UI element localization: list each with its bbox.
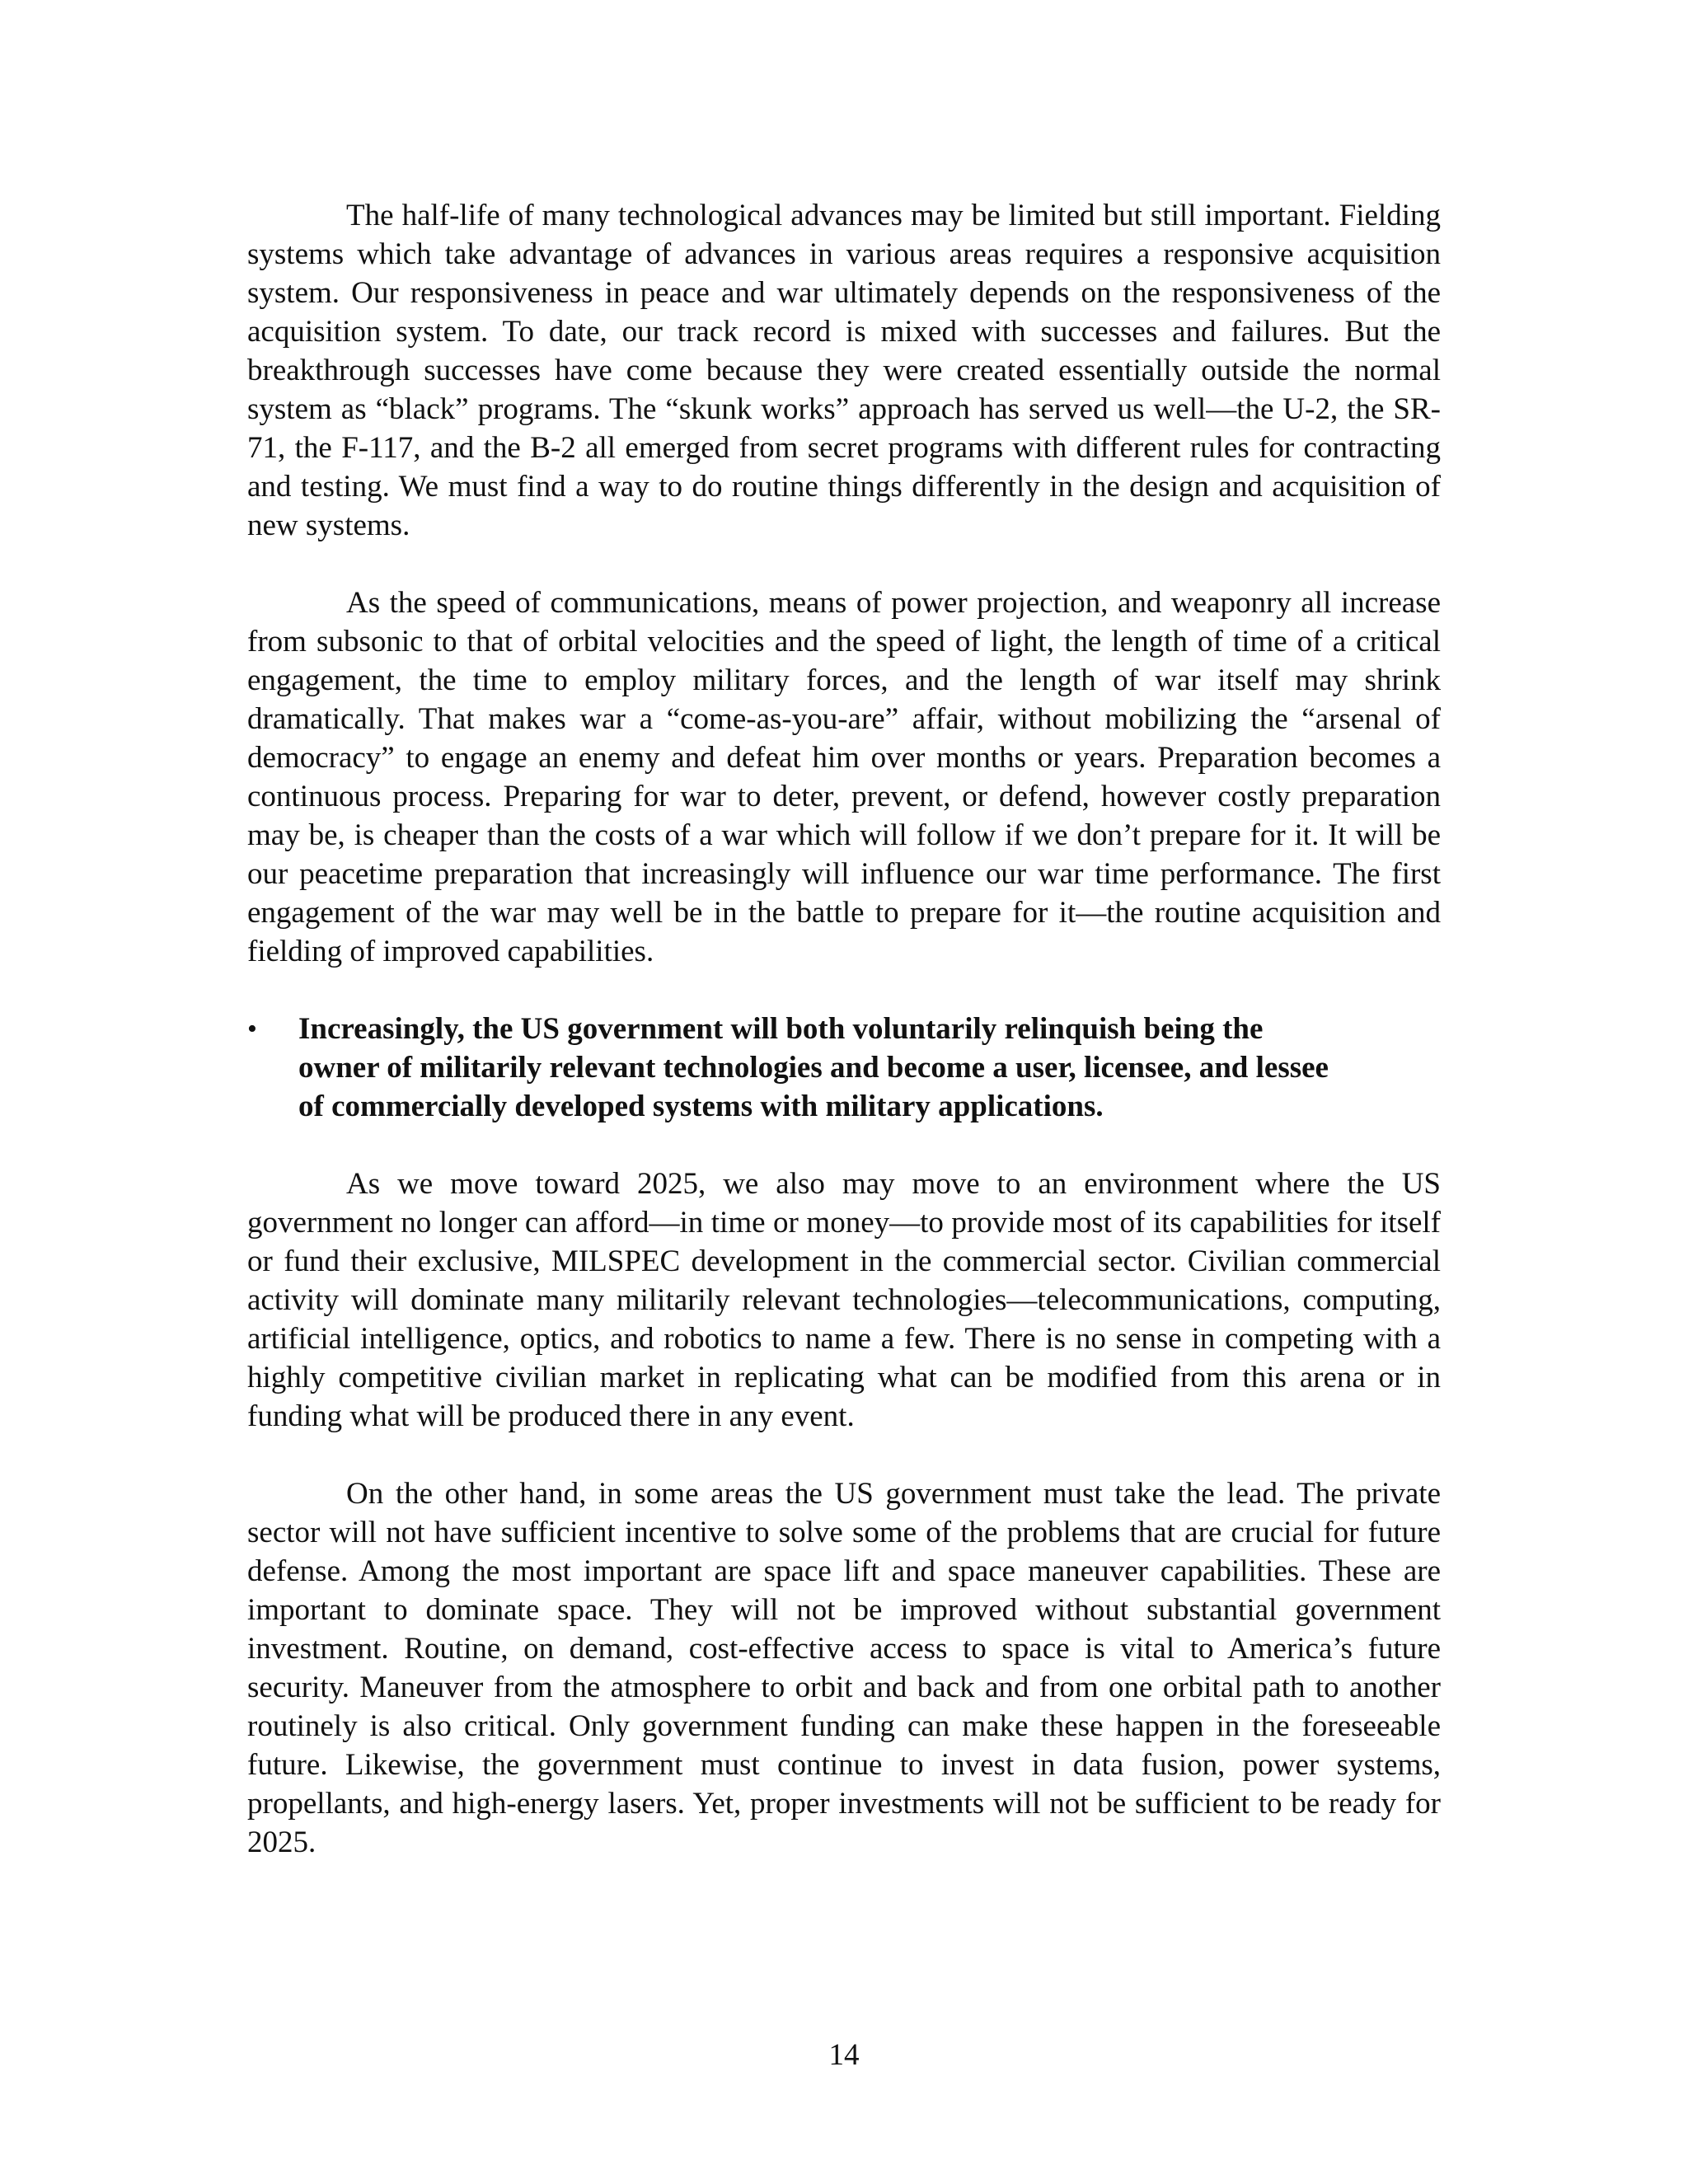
- bullet-point: [247, 1010, 1441, 1126]
- paragraph-commercial-technology: As we move toward 2025, we also may move to an environment where the US government no longer can afford—in time or money—to provide most of its capabilities for itself or fund their exclusive, MILSPEC development in the commercial sector. Civilian commercial activity will dominate many militarily relevant technologies—telecommunications, computing, artificial intelligence, optics, and robotics to name a few. There is no sense in competing with a highly competitive civilian market in replicating what can be modified from this arena or in funding what will be produced there in any event.: [247, 1167, 1441, 1433]
- bullet-text: Increasingly, the US government will both voluntarily relinquish being the owner of militarily relevant technologies and become a user, licensee, and lessee of commercially developed systems with military applications.: [298, 1012, 1329, 1123]
- paragraph-government-lead: On the other hand, in some areas the US government must take the lead. The private sector will not have sufficient incentive to solve some of the problems that are crucial for future defense. Among the most important are space lift and space maneuver capabilities. These are important to dominate space. They will not be improved without substantial government investment. Routine, on demand, cost-effective access to space is vital to America’s future security. Maneuver from the atmosphere to orbit and back and from one orbital path to another routinely is also critical. Only government funding can make these happen in the foreseeable future. Likewise, the government must continue to invest in data fusion, power systems, propellants, and high-energy lasers. Yet, proper investments will not be sufficient to be ready for 2025.: [247, 1477, 1441, 1859]
- page-content: [247, 196, 1441, 1900]
- bullet-icon: •: [247, 1014, 257, 1044]
- paragraph-acquisition: The half-life of many technological advances may be limited but still important. Fielding systems which take advantage of advances in various areas requires a responsive acquisition system. Our responsiveness in peace and war ultimately depends on the responsiveness of the acquisition system. To date, our track record is mixed with successes and failures. But the breakthrough successes have come because they were created essentially outside the normal system as “black” programs. The “skunk works” approach has served us well—the U-2, the SR-71, the F-117, and the B-2 all emerged from secret programs with different rules for contracting and testing. We must find a way to do routine things differently in the design and acquisition of new systems.: [247, 199, 1441, 542]
- paragraph-speed-of-war: As the speed of communications, means of power projection, and weaponry all increase from subsonic to that of orbital velocities and the speed of light, the length of time of a critical engagement, the time to employ military forces, and the length of war itself may shrink dramatically. That makes war a “come-as-you-are” affair, without mobilizing the “arsenal of democracy” to engage an enemy and defeat him over months or years. Preparation becomes a continuous process. Preparing for war to deter, prevent, or defend, however costly preparation may be, is cheaper than the costs of a war which will follow if we don’t prepare for it. It will be our peacetime preparation that increasingly will influence our war time performance. The first engagement of the war may well be in the battle to prepare for it—the routine acquisition and fielding of improved capabilities.: [247, 586, 1441, 968]
- page-number: 14: [828, 2038, 860, 2072]
